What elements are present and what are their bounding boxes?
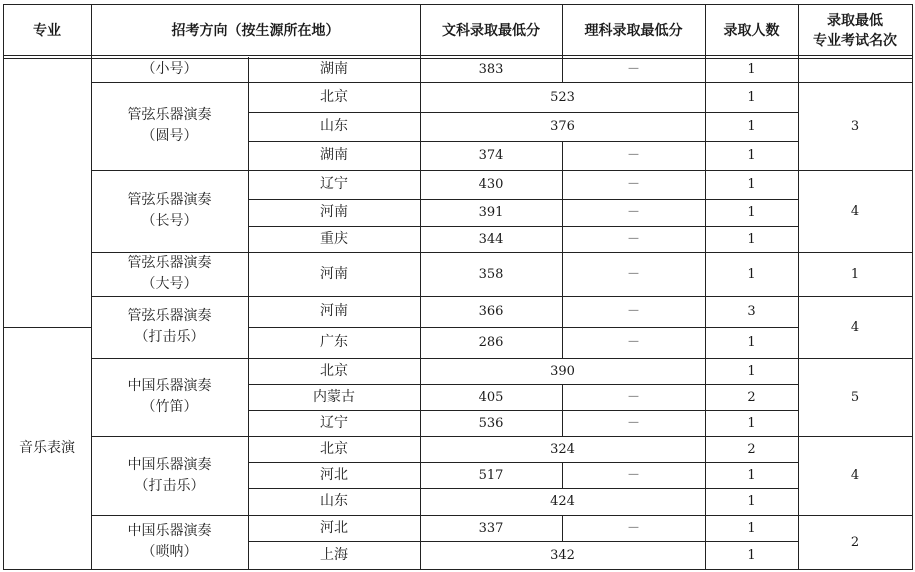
region-cell-text: 湖南: [320, 147, 348, 163]
region-cell-text: 广东: [320, 334, 348, 350]
arts-score-cell-text: 383: [478, 62, 504, 77]
min-rank-cell-text: 1: [850, 266, 860, 282]
admitted-count-cell: [705, 226, 798, 252]
science-score-cell-text: －: [626, 62, 640, 77]
table-rule: [248, 358, 798, 359]
region-cell-text: 河南: [320, 303, 348, 319]
score-merged-cell-text: 390: [550, 363, 575, 379]
science-score-cell: [562, 226, 705, 252]
admitted-count-cell-text: 1: [747, 177, 756, 192]
region-cell: [248, 515, 420, 541]
min-rank-cell: [798, 515, 912, 569]
direction-group: [91, 436, 248, 515]
table-rule: [562, 327, 563, 358]
admitted-count-cell: [705, 82, 798, 112]
admitted-count-cell: [705, 462, 798, 488]
min-rank-cell: [798, 436, 912, 515]
min-rank-cell: [798, 82, 912, 170]
arts-score-cell-text: 430: [478, 177, 504, 192]
table-rule: [798, 82, 912, 83]
table-rule: [562, 296, 563, 327]
table-rule: [3, 569, 913, 570]
direction-group-line-1: 中国乐器演奏: [127, 378, 212, 394]
table-rule: [562, 384, 563, 410]
table-rule: [562, 226, 563, 252]
science-score-cell: [562, 199, 705, 226]
table-rule: [798, 252, 912, 253]
table-rule: [248, 488, 798, 489]
direction-group-text: （小号）: [141, 61, 198, 77]
arts-score-cell-text: 391: [478, 205, 504, 220]
table-rule: [705, 4, 706, 569]
table-rule: [562, 170, 563, 199]
direction-group: [91, 170, 248, 252]
table-rule: [91, 436, 248, 437]
direction-group-line-2: （打击乐）: [134, 477, 205, 494]
admitted-count-cell: [705, 541, 798, 569]
header-major: [3, 4, 91, 57]
region-cell: [248, 327, 420, 358]
direction-group-line-2: （打击乐）: [134, 329, 205, 345]
table-rule: [91, 296, 248, 297]
science-score-cell-text: －: [626, 266, 640, 282]
table-rule: [248, 170, 798, 171]
admitted-count-cell-text: 1: [747, 89, 756, 105]
science-score-cell: [562, 462, 705, 488]
admitted-count-cell-text: 1: [747, 231, 756, 247]
arts-score-cell: [420, 515, 562, 541]
arts-score-cell-text: 536: [478, 415, 504, 431]
region-cell: [248, 141, 420, 170]
header-arts-min-text: 文科录取最低分: [442, 22, 540, 39]
table-rule: [420, 4, 421, 569]
admitted-count-cell: [705, 170, 798, 199]
admitted-count-cell-text: 1: [747, 520, 756, 536]
region-cell: [248, 384, 420, 410]
admitted-count-cell-text: 1: [747, 547, 756, 563]
region-cell: [248, 57, 420, 82]
region-cell-text: 北京: [320, 440, 348, 457]
header-admitted-text: 录取人数: [723, 22, 780, 39]
arts-score-cell-text: 374: [478, 148, 504, 163]
table-rule: [3, 58, 913, 59]
arts-score-cell: [420, 226, 562, 252]
direction-group: [91, 296, 248, 358]
region-cell: [248, 252, 420, 296]
region-cell-text: 北京: [320, 362, 348, 379]
region-cell-text: 河北: [320, 466, 348, 483]
direction-group: [91, 57, 248, 82]
header-admitted: [705, 4, 798, 57]
arts-score-cell: [420, 170, 562, 199]
table-rule: [91, 252, 248, 253]
region-cell-text: 河南: [320, 204, 348, 220]
score-merged-cell: [420, 112, 705, 141]
region-cell: [248, 436, 420, 462]
table-rule: [798, 358, 912, 359]
table-rule: [248, 327, 798, 328]
arts-score-cell-text: 405: [478, 389, 504, 405]
table-rule: [91, 358, 248, 359]
region-cell-text: 北京: [320, 88, 348, 105]
region-cell: [248, 82, 420, 112]
direction-group-line-1: 管弦乐器演奏: [127, 308, 212, 324]
region-cell-text: 重庆: [320, 230, 348, 247]
table-rule: [248, 410, 798, 411]
arts-score-cell: [420, 57, 562, 82]
table-rule: [248, 384, 798, 385]
admitted-count-cell: [705, 358, 798, 384]
admitted-count-cell-text: 1: [747, 266, 756, 282]
admitted-count-cell: [705, 199, 798, 226]
table-rule: [798, 436, 912, 437]
admitted-count-cell: [705, 384, 798, 410]
table-rule: [248, 112, 798, 113]
admitted-count-cell-text: 1: [747, 62, 756, 77]
table-rule: [562, 57, 563, 82]
table-rule: [562, 515, 563, 541]
score-merged-cell-text: 523: [550, 89, 575, 105]
score-merged-cell-text: 342: [550, 547, 575, 563]
header-direction: [91, 4, 420, 57]
direction-group-line-1: 管弦乐器演奏: [127, 107, 212, 123]
major-cell-text: 音乐表演: [19, 439, 75, 456]
science-score-cell-text: －: [626, 205, 640, 220]
table-rule: [248, 515, 798, 516]
score-merged-cell-text: 324: [550, 441, 575, 457]
min-rank-cell-text: 5: [850, 389, 860, 405]
arts-score-cell: [420, 384, 562, 410]
admission-score-table: [3, 4, 912, 569]
table-rule: [798, 4, 799, 569]
direction-group: [91, 252, 248, 296]
min-rank-cell-text: 4: [850, 468, 860, 483]
science-score-cell-text: －: [626, 177, 640, 192]
admitted-count-cell-text: 2: [747, 389, 756, 405]
table-rule: [248, 199, 798, 200]
table-rule: [562, 252, 563, 296]
table-rule: [3, 327, 91, 328]
science-score-cell-text: －: [626, 304, 640, 319]
header-direction-text: 招考方向（按生源所在地）: [171, 22, 340, 39]
region-cell: [248, 296, 420, 327]
science-score-cell: [562, 327, 705, 358]
science-score-cell-text: －: [626, 231, 640, 247]
region-cell-text: 河北: [320, 519, 348, 536]
admitted-count-cell-text: 1: [747, 363, 756, 379]
table-rule: [562, 410, 563, 436]
table-rule: [248, 296, 798, 297]
min-rank-cell: [798, 296, 912, 358]
table-rule: [248, 252, 798, 253]
table-rule: [562, 462, 563, 488]
min-rank-cell-text: 4: [850, 203, 860, 219]
science-score-cell-text: －: [626, 415, 640, 431]
admitted-count-cell: [705, 296, 798, 327]
region-cell-text: 上海: [320, 546, 348, 563]
admitted-count-cell: [705, 410, 798, 436]
table-rule: [3, 4, 913, 5]
admitted-count-cell-text: 1: [747, 467, 756, 483]
score-merged-cell: [420, 488, 705, 515]
direction-group-line-2: （圆号）: [141, 128, 198, 144]
science-score-cell: [562, 252, 705, 296]
admitted-count-cell: [705, 327, 798, 358]
table-rule: [248, 226, 798, 227]
table-rule: [91, 4, 92, 569]
arts-score-cell: [420, 199, 562, 226]
score-merged-cell: [420, 82, 705, 112]
direction-group: [91, 358, 248, 436]
table-rule: [248, 57, 249, 569]
arts-score-cell-text: 337: [478, 520, 504, 536]
arts-score-cell: [420, 252, 562, 296]
science-score-cell: [562, 410, 705, 436]
header-science-min: [562, 4, 705, 57]
region-cell: [248, 488, 420, 515]
arts-score-cell-text: 286: [478, 335, 504, 350]
score-merged-cell-text: 424: [550, 494, 575, 509]
table-rule: [798, 296, 912, 297]
admitted-count-cell: [705, 112, 798, 141]
direction-group-line-2: （竹笛）: [141, 399, 198, 415]
direction-group: [91, 82, 248, 170]
admitted-count-cell-text: 1: [747, 205, 756, 220]
admitted-count-cell-text: 1: [747, 119, 756, 134]
score-merged-cell: [420, 436, 705, 462]
table-rule: [248, 541, 798, 542]
admitted-count-cell-text: 1: [747, 335, 756, 350]
min-rank-cell: [798, 170, 912, 252]
table-rule: [248, 436, 798, 437]
header-science-min-text: 理科录取最低分: [584, 22, 683, 39]
direction-group-line-1: 中国乐器演奏: [127, 523, 212, 539]
science-score-cell: [562, 170, 705, 199]
admitted-count-cell-text: 1: [747, 415, 756, 431]
arts-score-cell-text: 358: [478, 266, 504, 282]
header-min-rank-line-1: 录取最低: [827, 12, 883, 29]
score-merged-cell: [420, 541, 705, 569]
table-rule: [91, 515, 248, 516]
table-rule: [248, 462, 798, 463]
direction-group-line-1: 管弦乐器演奏: [127, 192, 212, 208]
header-min-rank-line-2: 专业考试名次: [813, 32, 897, 49]
region-cell: [248, 541, 420, 569]
admitted-count-cell: [705, 141, 798, 170]
direction-group-line-2: （唢呐）: [141, 544, 198, 560]
min-rank-cell: [798, 358, 912, 436]
arts-score-cell: [420, 410, 562, 436]
table-rule: [3, 55, 913, 56]
science-score-cell: [562, 296, 705, 327]
table-rule: [798, 170, 912, 171]
admitted-count-cell-text: 2: [747, 441, 756, 457]
science-score-cell-text: －: [626, 520, 640, 536]
admitted-count-cell: [705, 488, 798, 515]
min-rank-cell: [798, 252, 912, 296]
region-cell: [248, 358, 420, 384]
direction-group: [91, 515, 248, 569]
table-rule: [562, 4, 563, 57]
science-score-cell: [562, 515, 705, 541]
min-rank-cell: [798, 57, 912, 82]
table-rule: [248, 141, 798, 142]
min-rank-cell-text: 4: [850, 319, 860, 335]
score-merged-cell-text: 376: [550, 119, 575, 134]
region-cell-text: 湖南: [320, 61, 348, 77]
header-min-rank: [798, 4, 912, 57]
region-cell-text: 内蒙古: [313, 388, 355, 405]
arts-score-cell: [420, 327, 562, 358]
science-score-cell: [562, 141, 705, 170]
table-rule: [91, 82, 248, 83]
arts-score-cell-text: 517: [478, 467, 504, 483]
arts-score-cell-text: 366: [478, 304, 504, 319]
header-arts-min: [420, 4, 562, 57]
region-cell: [248, 199, 420, 226]
admitted-count-cell: [705, 252, 798, 296]
arts-score-cell: [420, 296, 562, 327]
science-score-cell-text: －: [626, 335, 640, 350]
table-rule: [798, 515, 912, 516]
direction-group-line-2: （大号）: [141, 276, 198, 292]
arts-score-cell: [420, 141, 562, 170]
region-cell: [248, 462, 420, 488]
region-cell: [248, 410, 420, 436]
region-cell-text: 山东: [320, 493, 348, 509]
header-major-text: 专业: [33, 22, 61, 39]
region-cell-text: 山东: [320, 118, 348, 134]
table-rule: [562, 141, 563, 170]
table-rule: [912, 4, 913, 570]
admitted-count-cell: [705, 515, 798, 541]
score-merged-cell: [420, 358, 705, 384]
region-cell-text: 河南: [320, 265, 348, 282]
region-cell: [248, 226, 420, 252]
science-score-cell-text: －: [626, 148, 640, 163]
arts-score-cell: [420, 462, 562, 488]
admitted-count-cell-text: 1: [747, 494, 756, 509]
region-cell-text: 辽宁: [320, 176, 348, 192]
min-rank-cell-text: 2: [850, 534, 860, 550]
table-rule: [248, 82, 798, 83]
admitted-count-cell-text: 3: [747, 304, 756, 319]
admitted-count-cell: [705, 436, 798, 462]
science-score-cell: [562, 384, 705, 410]
admitted-count-cell-text: 1: [747, 148, 756, 163]
admitted-count-cell: [705, 57, 798, 82]
science-score-cell: [562, 57, 705, 82]
direction-group-line-2: （长号）: [141, 213, 198, 229]
table-rule: [91, 170, 248, 171]
science-score-cell-text: －: [626, 467, 640, 483]
region-cell-text: 辽宁: [320, 414, 348, 431]
region-cell: [248, 170, 420, 199]
arts-score-cell-text: 344: [478, 231, 504, 247]
table-rule: [3, 4, 4, 570]
science-score-cell-text: －: [626, 389, 640, 405]
region-cell: [248, 112, 420, 141]
major-cell: [3, 327, 91, 569]
direction-group-line-1: 中国乐器演奏: [127, 456, 212, 473]
min-rank-cell-text: 3: [850, 118, 860, 134]
table-rule: [562, 199, 563, 226]
direction-group-line-1: 管弦乐器演奏: [127, 255, 212, 271]
